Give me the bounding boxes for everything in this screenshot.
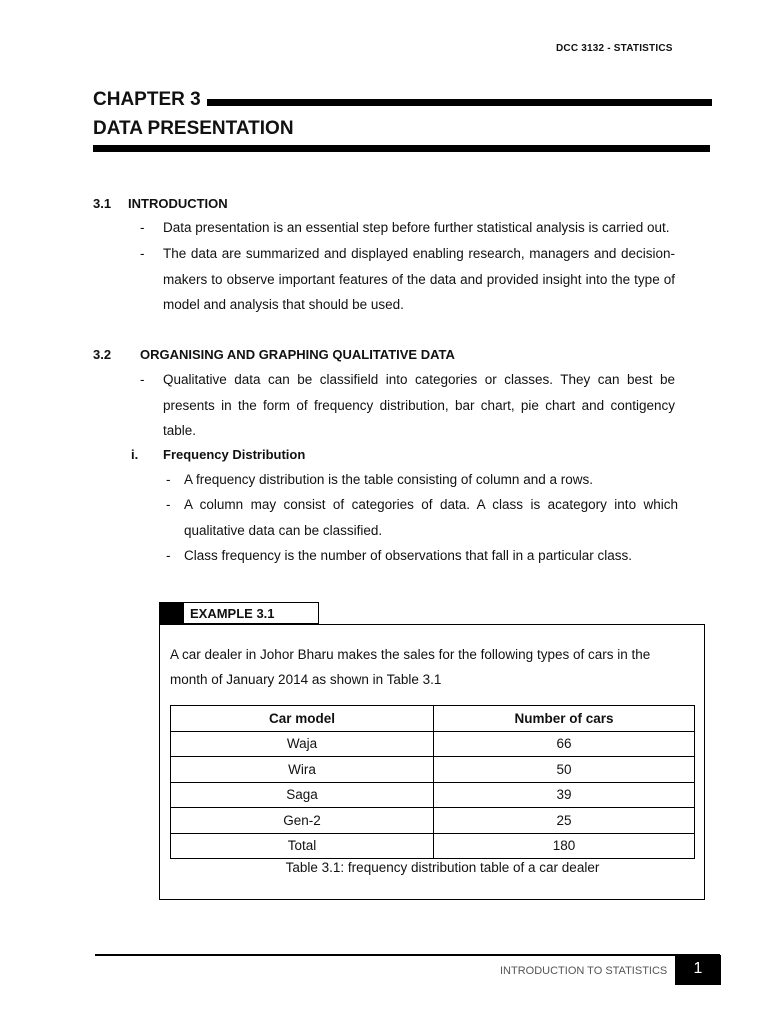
frequency-table xyxy=(170,705,695,859)
section-title: INTRODUCTION xyxy=(128,196,228,211)
subsection-number: i. xyxy=(131,447,139,462)
page-number: 1 xyxy=(675,955,721,985)
bullet-dash: - xyxy=(140,372,145,387)
example-label: EXAMPLE 3.1 xyxy=(190,606,275,621)
table-cell: 25 xyxy=(434,808,695,834)
subsection-title: Frequency Distribution xyxy=(163,447,306,462)
course-header: DCC 3132 - STATISTICS xyxy=(556,43,673,54)
table-row xyxy=(171,782,695,808)
chapter-number: CHAPTER 3 xyxy=(93,89,201,110)
table-header-row xyxy=(171,706,695,732)
table-row xyxy=(171,731,695,757)
section-number: 3.2 xyxy=(93,347,112,362)
table-row xyxy=(171,808,695,834)
section-number: 3.1 xyxy=(93,196,112,211)
chapter-title: DATA PRESENTATION xyxy=(93,118,294,139)
footer-divider xyxy=(95,954,720,956)
table-cell: 39 xyxy=(434,782,695,808)
section-title: ORGANISING AND GRAPHING QUALITATIVE DATA xyxy=(140,347,455,362)
example-text: A car dealer in Johor Bharu makes the sales for the following types of cars in the month of January 2014 as shown in Table 3.1 xyxy=(170,647,651,687)
footer-title: INTRODUCTION TO STATISTICS xyxy=(500,965,668,977)
bullet-dash: - xyxy=(140,220,145,235)
table-cell: 180 xyxy=(434,833,695,859)
column-header: Car model xyxy=(171,706,434,732)
bullet-text: A frequency distribution is the table consisting of column and a rows. xyxy=(184,472,593,487)
example-tab xyxy=(159,602,319,624)
chapter-divider xyxy=(207,99,712,106)
example-tab-marker xyxy=(160,603,184,623)
bullet-text: Data presentation is an essential step before further statistical analysis is carried out. xyxy=(163,220,670,235)
bullet-dash: - xyxy=(166,497,171,512)
bullet-dash: - xyxy=(140,246,145,261)
bullet-text: A column may consist of categories of data. A class is acategory into which qualitative data can be classified. xyxy=(184,497,678,538)
table-cell: 50 xyxy=(434,757,695,783)
table-cell: Wira xyxy=(171,757,434,783)
table-cell: Waja xyxy=(171,731,434,757)
table-caption: Table 3.1: frequency distribution table of a car dealer xyxy=(285,860,600,875)
bullet-dash: - xyxy=(166,472,171,487)
bullet-dash: - xyxy=(166,548,171,563)
table-cell: 66 xyxy=(434,731,695,757)
table-row xyxy=(171,757,695,783)
table-cell: Total xyxy=(171,833,434,859)
bullet-text: Qualitative data can be classifield into categories or classes. They can best be presents in the form of frequency distribution, bar chart, pie chart and contigency table. xyxy=(163,372,675,438)
table-cell: Gen-2 xyxy=(171,808,434,834)
bullet-text: The data are summarized and displayed enabling research, managers and decision-makers to observe important features of the data and provided insight into the type of model and analysis that should be used. xyxy=(163,246,675,312)
table-row xyxy=(171,833,695,859)
bullet-text: Class frequency is the number of observations that fall in a particular class. xyxy=(184,548,632,563)
column-header: Number of cars xyxy=(434,706,695,732)
table-cell: Saga xyxy=(171,782,434,808)
title-divider xyxy=(93,145,710,152)
